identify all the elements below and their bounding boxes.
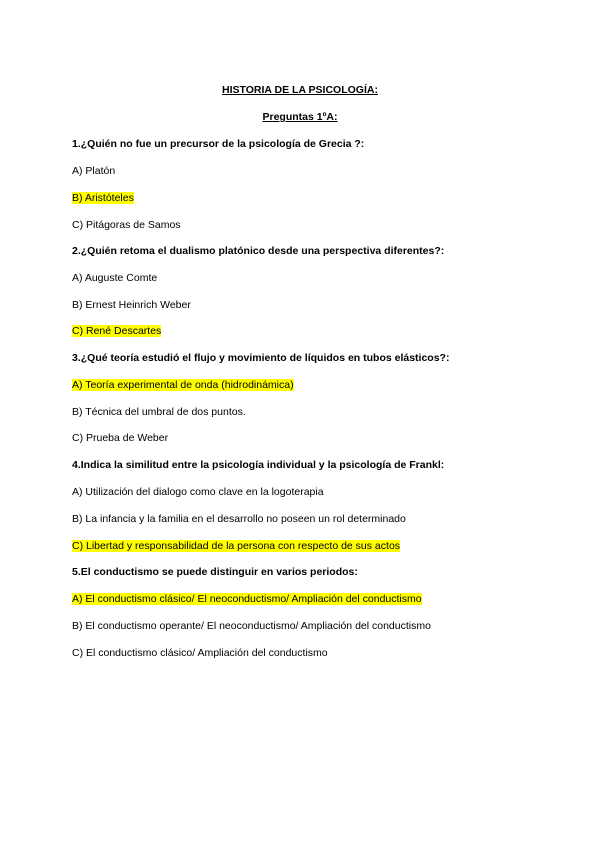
q4-option-c xyxy=(72,540,400,552)
q4-option-c-text-highlighted: C) Libertad y responsabilidad de la persona con respecto de sus actos xyxy=(72,540,401,552)
q4-option-a xyxy=(72,486,324,498)
q5-option-a-text-highlighted: A) El conductismo clásico/ El neoconductismo/ Ampliación del conductismo xyxy=(72,593,422,605)
q2-option-b-text: B) Ernest Heinrich Weber xyxy=(72,299,191,311)
q4-option-b xyxy=(72,513,406,525)
q3-option-b xyxy=(72,406,246,418)
q2-option-c-text-highlighted: C) René Descartes xyxy=(72,325,162,337)
document-subtitle: Preguntas 1ºA: xyxy=(262,111,338,123)
question-3: 3.¿Qué teoría estudió el flujo y movimiento de líquidos en tubos elásticos?: xyxy=(72,352,450,364)
question-5: 5.El conductismo se puede distinguir en varios periodos: xyxy=(72,566,358,578)
question-4: 4.Indica la similitud entre la psicología individual y la psicología de Frankl: xyxy=(72,459,445,471)
q5-option-b xyxy=(72,620,431,632)
q2-option-a-text: A) Auguste Comte xyxy=(72,272,158,284)
q5-option-a xyxy=(72,593,422,605)
q2-option-a xyxy=(72,272,157,284)
q4-option-b-text: B) La infancia y la familia en el desarrollo no poseen un rol determinado xyxy=(72,513,406,525)
q3-option-b-text: B) Técnica del umbral de dos puntos. xyxy=(72,406,246,418)
q4-option-a-text: A) Utilización del dialogo como clave en la logoterapia xyxy=(72,486,324,498)
q5-option-c xyxy=(72,647,328,659)
q2-option-b xyxy=(72,299,191,311)
q1-option-c-text: C) Pitágoras de Samos xyxy=(72,219,181,231)
question-1: 1.¿Quién no fue un precursor de la psicología de Grecia ?: xyxy=(72,138,365,150)
document-title: HISTORIA DE LA PSICOLOGÍA: xyxy=(222,84,378,96)
q1-option-a xyxy=(72,165,115,177)
q3-option-a xyxy=(72,379,294,391)
q1-option-a-text: A) Platón xyxy=(72,165,116,177)
q1-option-c xyxy=(72,219,181,231)
q5-option-c-text: C) El conductismo clásico/ Ampliación del conductismo xyxy=(72,647,328,659)
q2-option-c xyxy=(72,325,161,337)
q3-option-c xyxy=(72,432,168,444)
q5-option-b-text: B) El conductismo operante/ El neoconductismo/ Ampliación del conductismo xyxy=(72,620,431,632)
q3-option-a-text-highlighted: A) Teoría experimental de onda (hidrodinámica) xyxy=(72,379,294,391)
q3-option-c-text: C) Prueba de Weber xyxy=(72,432,169,444)
q1-option-b-text-highlighted: B) Aristóteles xyxy=(72,192,134,204)
q1-option-b xyxy=(72,192,134,204)
question-2: 2.¿Quién retoma el dualismo platónico desde una perspectiva diferentes?: xyxy=(72,245,445,257)
